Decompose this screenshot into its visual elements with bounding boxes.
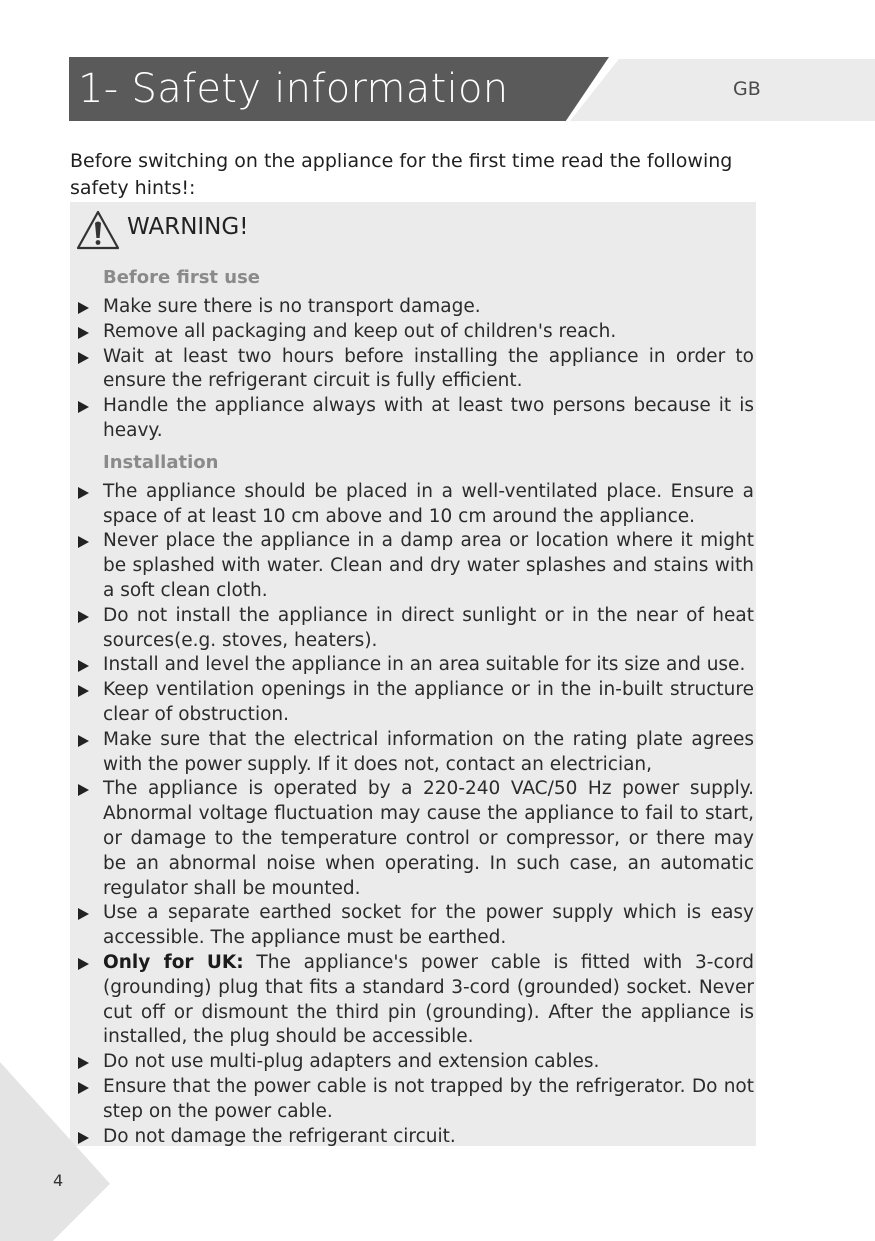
list-item [76, 777, 754, 901]
page-title: 1- Safety information [78, 66, 509, 112]
list-item [76, 1125, 754, 1150]
section-heading-before-first-use: Before first use [103, 267, 261, 288]
list-item [76, 1075, 754, 1125]
header-right-decoration [570, 59, 875, 121]
list-item-text: The appliance is operated by a 220-240 VAC/50 Hz power supply. Abnormal voltage fluctuation may cause the appliance to fail to start, or damage to the temperature control or compressor, or there may be an abnormal noise when operating. In such case, an automatic regulator shall be mounted. [103, 778, 754, 899]
bullet-arrow-icon [78, 958, 89, 970]
list-item-text: The appliance should be placed in a well-ventilated place. Ensure a space of at least 10 cm above and 10 cm around the appliance. [103, 480, 754, 527]
bullet-arrow-icon [78, 487, 89, 499]
list-item-text: Wait at least two hours before installing the appliance in order to ensure the refrigerant circuit is fully efficient. [103, 345, 754, 392]
bullet-arrow-icon [78, 735, 89, 747]
language-code: GB [733, 78, 761, 100]
list-item-text: Handle the appliance always with at least two persons because it is heavy. [103, 395, 754, 441]
safety-content [76, 264, 754, 1149]
bullet-arrow-icon [78, 660, 89, 672]
list-item-text: Make sure there is no transport damage. [103, 296, 481, 317]
bullet-arrow-icon [78, 1132, 89, 1144]
list-item [76, 728, 754, 778]
list-item-text: Keep ventilation openings in the appliance or in the in-built structure clear of obstruction. [103, 679, 754, 725]
list-item-text: Do not use multi-plug adapters and extension cables. [103, 1051, 600, 1073]
list-item-text: Use a separate earthed socket for the power supply which is easy accessible. The appliance must be earthed. [103, 902, 754, 949]
bullet-arrow-icon [78, 401, 89, 413]
bullet-arrow-icon [78, 327, 89, 339]
list-item [76, 394, 754, 444]
list-item-text: Make sure that the electrical information on the rating plate agrees with the power supply. If it does not, contact an electrician, [103, 728, 754, 775]
list-item [76, 320, 754, 345]
list-item [76, 480, 754, 530]
list-item-text: Remove all packaging and keep out of children's reach. [103, 320, 617, 342]
list-item-text: Never place the appliance in a damp area or location where it might be splashed with water. Clean and dry water splashes and stains with a soft clean cloth. [103, 530, 754, 601]
warning-triangle-icon [75, 209, 121, 251]
bullet-arrow-icon [78, 302, 89, 314]
list-item [76, 901, 754, 951]
list-item-text: Do not damage the refrigerant circuit. [103, 1125, 456, 1147]
bullet-arrow-icon [78, 536, 89, 548]
bullet-arrow-icon [78, 1082, 89, 1094]
section-heading-installation: Installation [103, 451, 219, 473]
bullet-arrow-icon [78, 784, 89, 796]
warning-title: WARNING! [127, 214, 249, 240]
bullet-list-before-first-use [76, 295, 754, 444]
list-item [76, 604, 754, 654]
list-item [76, 951, 754, 1050]
bullet-arrow-icon [78, 908, 89, 920]
list-item [76, 1050, 754, 1075]
bullet-arrow-icon [78, 1057, 89, 1069]
intro-text: Before switching on the appliance for the first time read the following safety hints!: [70, 150, 733, 199]
list-item [76, 653, 754, 678]
bullet-arrow-icon [78, 352, 89, 364]
list-item-text: The appliance's power cable is fitted with 3-cord (grounding) plug that fits a standard 3-cord (grounded) socket. Never cut off or dismount the third pin (grounding). After the appliance is installed, the plug should be accessible. [103, 951, 754, 1048]
list-item-text: Ensure that the power cable is not trapped by the refrigerator. Do not step on the power cable. [103, 1075, 754, 1122]
list-item [76, 295, 754, 320]
list-item [76, 678, 754, 728]
list-item-lead: Only for UK: [103, 951, 244, 973]
bullet-list-installation [76, 480, 754, 1150]
page-number: 4 [53, 1171, 64, 1190]
list-item [76, 345, 754, 395]
list-item-text: Install and level the appliance in an area suitable for its size and use. [103, 654, 746, 676]
bullet-arrow-icon [78, 611, 89, 623]
list-item-text: Do not install the appliance in direct sunlight or in the near of heat sources(e.g. stoves, heaters). [103, 604, 754, 651]
bullet-arrow-icon [78, 685, 89, 697]
list-item [76, 529, 754, 603]
